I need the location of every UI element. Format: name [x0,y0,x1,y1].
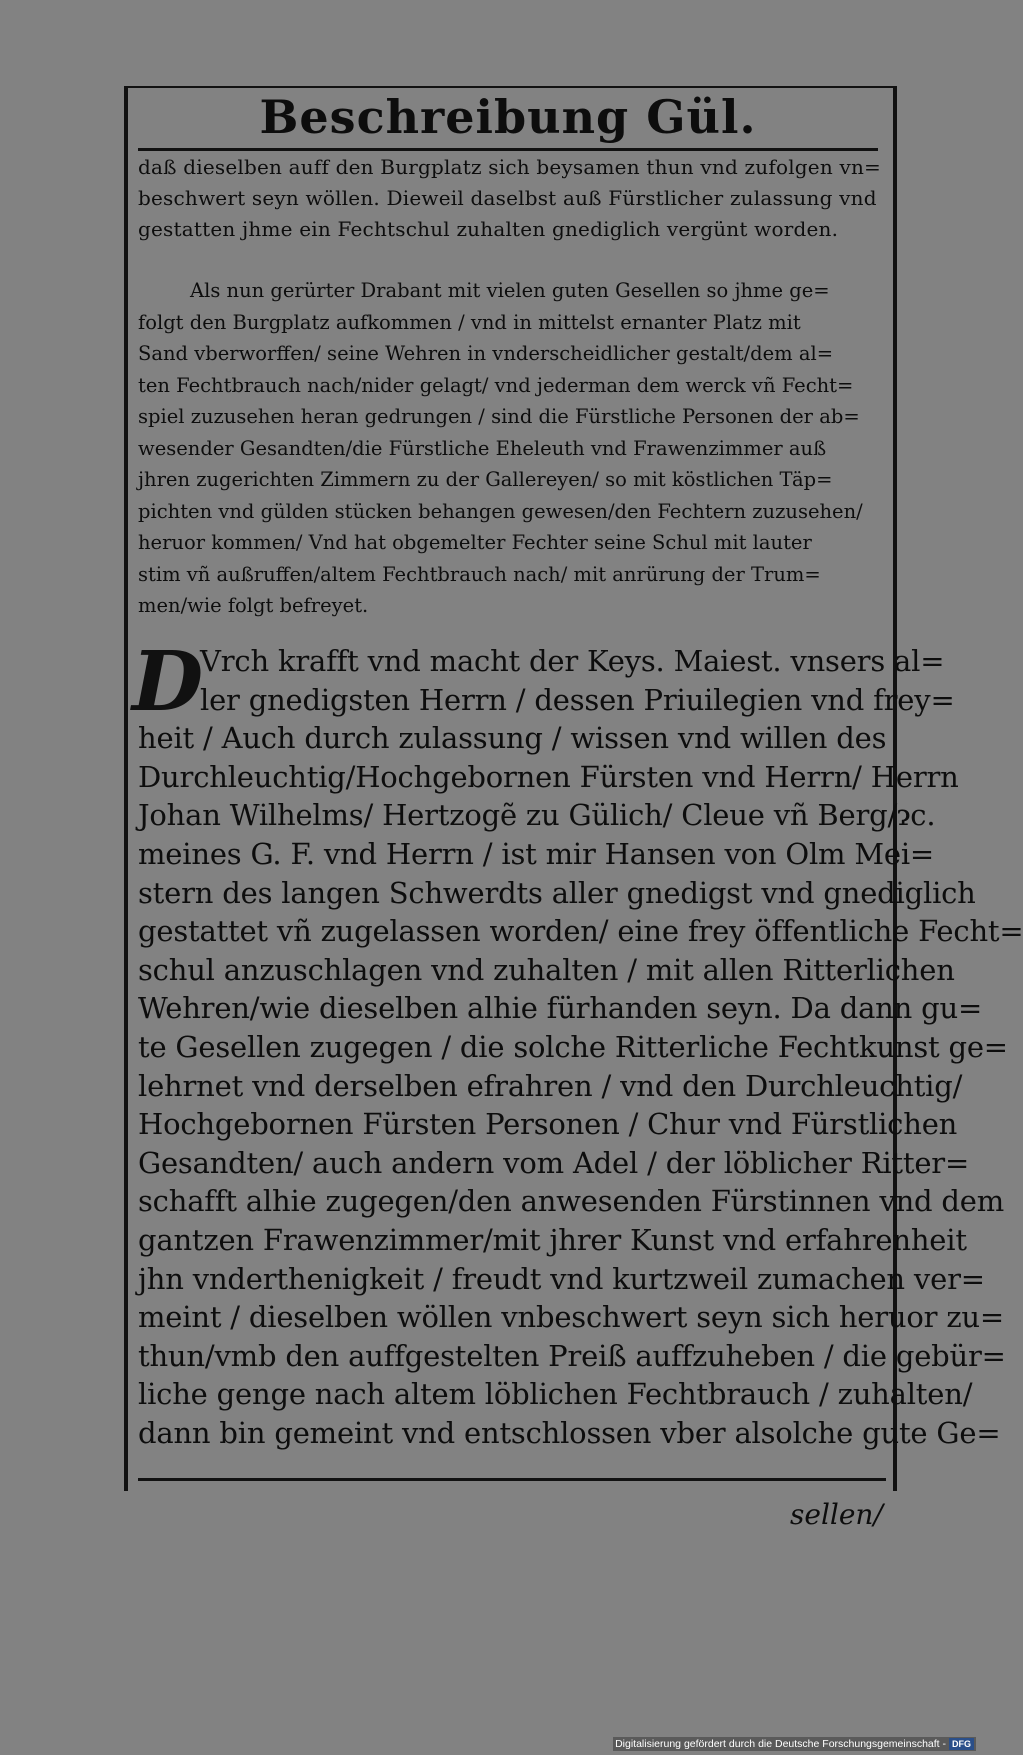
text-line: wesender Gesandten/die Fürstliche Eheleuth vnd Frawenzimmer auß [138,436,827,460]
text-line: te Gesellen zugegen / die solche Ritterliche Fechtkunst ge= [138,1029,1008,1064]
text-line: lehrnet vnd derselben efrahren / vnd den Durchleuchtig/ [138,1068,963,1103]
text-line: schul anzuschlagen vnd zuhalten / mit allen Ritterlichen [138,952,955,987]
text-line: pichten vnd gülden stücken behangen gewesen/den Fechtern zuzusehen/ [138,499,863,523]
text-line: stim vñ außruffen/altem Fechtbrauch nach/ mit anrürung der Trum= [138,562,821,586]
text-line: Durchleuchtig/Hochgebornen Fürsten vnd Herrn/ Herrn [138,759,959,794]
catchword: sellen/ [790,1498,883,1531]
text-line: spiel zuzusehen heran gedrungen / sind die Fürstliche Personen der ab= [138,405,860,428]
text-line: daß dieselben auff den Burgplatz sich beysamen thun vnd zufolgen vn= [138,155,882,179]
credit-text: Digitalisierung gefördert durch die Deutsche Forschungsgemeinschaft - [615,1738,946,1750]
running-header [138,86,878,151]
text-line: meint / dieselben wöllen vnbeschwert seyn sich heruor zu= [138,1300,1005,1335]
text-line: liche genge nach altem löblichen Fechtbrauch / zuhalten/ [138,1377,973,1412]
text-line: jhren zugerichten Zimmern zu der Gallereyen/ so mit köstlichen Täp= [138,468,833,491]
intro-paragraph [138,152,886,245]
text-line: meines G. F. vnd Herrn / ist mir Hansen von Olm Mei= [138,836,935,871]
digitization-credit [613,1737,976,1751]
text-line: heruor kommen/ Vnd hat obgemelter Fechter seine Schul mit lauter [138,531,812,554]
text-line: Als nun gerürter Drabant mit vielen guten Gesellen so jhme ge= [190,279,830,302]
text-line: stern des langen Schwerdts aller gnedigst vnd gnediglich [138,875,976,910]
text-line: men/wie folgt befreyet. [138,594,369,617]
text-line: gestatten jhme ein Fechtschul zuhalten gnediglich vergünt worden. [138,217,839,241]
text-line: Vrch krafft vnd macht der Keys. Maiest. vnsers al= [200,644,945,678]
text-line: dann bin gemeint vnd entschlossen vber alsolche gute Ge= [138,1415,1001,1450]
header-title: Beschreibung Gül. [259,90,757,144]
dfg-logo-icon: DFG [949,1738,974,1750]
proclamation-text [138,642,1023,1452]
text-line: gestattet vñ zugelassen worden/ eine frey öffentliche Fecht= [138,914,1023,949]
text-line: schafft alhie zugegen/den anwesenden Fürstinnen vnd dem [138,1184,1005,1219]
bottom-rule [138,1478,886,1481]
text-line: heit / Auch durch zulassung / wissen vnd willen des [138,721,887,756]
narrative-paragraph [138,275,886,622]
text-line: Gesandten/ auch andern vom Adel / der löblicher Ritter= [138,1145,970,1180]
text-line: Hochgebornen Fürsten Personen / Chur vnd Fürstlichen [138,1107,958,1142]
text-line: gantzen Frawenzimmer/mit jhrer Kunst vnd erfahrenheit [138,1222,967,1257]
text-line: Sand vberworffen/ seine Wehren in vnderscheidlicher gestalt/dem al= [138,342,834,365]
text-line: ten Fechtbrauch nach/nider gelagt/ vnd jederman dem werck vñ Fecht= [138,373,854,397]
text-line: Wehren/wie dieselben alhie fürhanden seyn. Da dann gu= [138,991,983,1026]
text-line: ler gnedigsten Herrn / dessen Priuilegien vnd frey= [200,682,955,717]
text-line: folgt den Burgplatz aufkommen / vnd in mittelst ernanter Platz mit [138,310,801,334]
text-line: Johan Wilhelms/ Hertzogẽ zu Gülich/ Cleue vñ Berg/ɂc. [138,798,936,833]
decorated-initial: D [132,634,204,730]
text-line: beschwert seyn wöllen. Dieweil daselbst auß Fürstlicher zulassung vnd [138,186,877,210]
text-line: jhn vnderthenigkeit / freudt vnd kurtzweil zumachen ver= [138,1261,985,1296]
text-line: thun/vmb den auffgestelten Preiß auffzuheben / die gebür= [138,1338,1006,1373]
